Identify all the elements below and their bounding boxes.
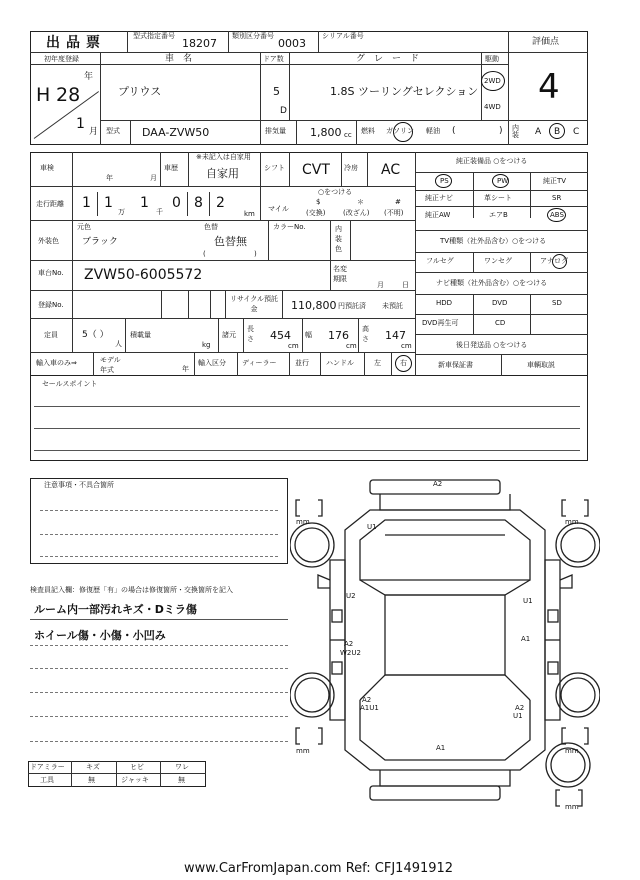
recycle-label: リサイクル預託金 bbox=[229, 295, 279, 313]
width-unit: cm bbox=[346, 342, 357, 350]
footer-watermark: www.CarFromJapan.com Ref: CFJ1491912 bbox=[184, 861, 454, 876]
category-number: 0003 bbox=[278, 37, 306, 50]
drive-2wd-circle bbox=[481, 71, 505, 91]
equip-sr: SR bbox=[552, 194, 562, 202]
navi-sd: SD bbox=[552, 299, 562, 307]
genuine-label: 純正装備品 ○をつける bbox=[456, 157, 528, 165]
import-type-label: 輸入区分 bbox=[198, 359, 226, 367]
drive-label: 駆動 bbox=[485, 55, 499, 63]
height-label: 高さ bbox=[362, 325, 369, 343]
inspector-label: 検査員記入欄：修復歴「有」の場合は修復箇所・交換箇所を記入 bbox=[30, 586, 233, 594]
shift-label: シフト bbox=[264, 164, 285, 172]
door-type: D bbox=[280, 106, 287, 116]
color-paren-close: ) bbox=[254, 250, 257, 258]
damage-mark-left-quarter-2: A1U1 bbox=[360, 704, 379, 712]
orig-color-label: 元色 bbox=[77, 223, 91, 231]
diagram-mm-4: mm bbox=[565, 747, 579, 755]
inspector-note-2: ホイール傷・小傷・小凹み bbox=[34, 629, 166, 642]
import-dealer: ディーラー bbox=[242, 359, 277, 367]
tools-header-crack: ヒビ bbox=[130, 763, 144, 771]
damage-mark-left-front-door: U2 bbox=[346, 592, 356, 600]
category-label: 類別区分番号 bbox=[232, 32, 274, 40]
doors-label: ドア数 bbox=[263, 55, 284, 63]
color-no-label: カラーNo. bbox=[273, 223, 306, 231]
damage-mark-rear-bumper: A1 bbox=[436, 744, 446, 752]
unit-note: ○をつける bbox=[318, 188, 353, 196]
serial-label: シリアル番号 bbox=[322, 32, 364, 40]
navi-cd: CD bbox=[495, 319, 506, 327]
interior-grade-a: A bbox=[535, 127, 542, 137]
tools-header-scratch: キズ bbox=[86, 763, 100, 771]
shift-value: CVT bbox=[302, 162, 330, 178]
name-change-label: 名変期限 bbox=[333, 265, 347, 283]
tools-jack-label: ジャッキ bbox=[121, 776, 149, 784]
mileage-digit-6: 2 bbox=[216, 195, 225, 211]
inspection-label: 車検 bbox=[40, 164, 54, 172]
unit-tamper: (改ざん) bbox=[343, 209, 370, 217]
damage-mark-right-quarter-2: U1 bbox=[513, 712, 523, 720]
damage-mark-left-rear-1: A2 bbox=[344, 640, 354, 648]
color-label: 外装色 bbox=[38, 237, 59, 245]
later-warranty: 新車保証書 bbox=[438, 361, 473, 369]
caution-label: 注意事項・不具合箇所 bbox=[44, 481, 114, 489]
equip-ps: PS bbox=[440, 177, 449, 185]
diagram-mm-3: mm bbox=[296, 747, 310, 755]
displacement-label: 排気量 bbox=[265, 127, 286, 135]
chassis-label: 車台No. bbox=[38, 269, 64, 277]
sales-point-box bbox=[30, 376, 588, 461]
first-reg-label: 初年度登録 bbox=[44, 55, 79, 63]
model-year-unit: 年 bbox=[182, 365, 189, 373]
ac-label: 冷房 bbox=[344, 164, 358, 172]
chassis-number: ZVW50-6005572 bbox=[84, 267, 203, 283]
tv-fullseg: フルセグ bbox=[426, 257, 454, 265]
damage-mark-right-front-door: U1 bbox=[523, 597, 533, 605]
tv-analog-circle bbox=[552, 254, 567, 269]
navi-type-label: ナビ種類（社外品含む）○をつける bbox=[436, 279, 548, 287]
inspection-month: 月 bbox=[150, 174, 157, 182]
car-name: プリウス bbox=[118, 85, 162, 98]
load-unit: kg bbox=[202, 341, 211, 349]
interior-label: 内装 bbox=[512, 124, 519, 139]
import-parallel: 並行 bbox=[295, 359, 309, 367]
navi-dvd-play: DVD再生可 bbox=[422, 319, 459, 327]
tools-header-mirror: ドアミラー bbox=[30, 763, 65, 771]
equip-tv: 純正TV bbox=[543, 177, 567, 185]
model-code-label: 型式指定番号 bbox=[133, 32, 175, 40]
length-value: 454 bbox=[270, 329, 291, 342]
first-reg-year: 28 bbox=[56, 84, 81, 106]
tv-oneseg: ワンセグ bbox=[484, 257, 512, 265]
navi-hdd: HDD bbox=[436, 299, 453, 307]
drive-4wd: 4WD bbox=[484, 103, 501, 111]
history-value: 自家用 bbox=[206, 167, 239, 180]
tools-header-break: ワレ bbox=[175, 763, 189, 771]
mileage-digit-4: 0 bbox=[172, 195, 181, 211]
width-value: 176 bbox=[328, 329, 349, 342]
mileage-label: 走行距離 bbox=[36, 200, 64, 208]
first-reg-era: H bbox=[36, 84, 51, 106]
unit-tamper-symbol: ＊ bbox=[357, 198, 364, 206]
equip-abs: ABS bbox=[550, 211, 564, 219]
interior-grade-b: B bbox=[554, 127, 561, 137]
year-unit: 年 bbox=[84, 72, 94, 82]
recycle-status: 円預託済 bbox=[338, 302, 366, 310]
equip-airbag: エアB bbox=[489, 211, 508, 219]
displacement-unit: cc bbox=[344, 131, 352, 139]
month-unit: 月 bbox=[89, 127, 99, 137]
dims-label: 諸元 bbox=[222, 331, 236, 339]
length-unit: cm bbox=[288, 342, 299, 350]
capacity-value: 5（ ） bbox=[82, 330, 109, 340]
bracket-open: ( bbox=[452, 126, 456, 136]
model-year-label: モデル年式 bbox=[100, 356, 121, 374]
history-note: ※未記入は自家用 bbox=[196, 153, 251, 161]
equip-aw: 純正AW bbox=[425, 211, 451, 219]
interior-color-label: 内装色 bbox=[335, 225, 342, 253]
handle-right: 右 bbox=[400, 359, 407, 367]
damage-mark-front-bumper: A2 bbox=[433, 480, 443, 488]
caution-box bbox=[30, 478, 288, 564]
recycle-none: 未預託 bbox=[382, 302, 403, 310]
capacity-unit: 人 bbox=[115, 340, 122, 348]
car-damage-diagram bbox=[290, 470, 600, 820]
color-code-label: 色替 bbox=[204, 223, 218, 231]
diagram-mm-2: mm bbox=[565, 518, 579, 526]
damage-mark-left-rear-2: W2U2 bbox=[340, 649, 361, 657]
tv-type-label: TV種類（社外品含む）○をつける bbox=[440, 237, 547, 245]
handle-right-circle bbox=[395, 355, 412, 372]
inspector-note-1: ルーム内一部汚れキズ・Dミラ傷 bbox=[34, 603, 197, 616]
color-change: 色替無 bbox=[214, 235, 247, 248]
mileage-digit-5: 8 bbox=[194, 195, 203, 211]
width-label: 幅 bbox=[305, 331, 312, 339]
ac-value: AC bbox=[381, 162, 401, 178]
first-reg-month: 1 bbox=[76, 116, 85, 132]
sheet-title: 出品票 bbox=[46, 35, 106, 51]
equip-navi: 純正ナビ bbox=[425, 194, 453, 202]
fuel-label: 燃料 bbox=[361, 127, 375, 135]
mileage-man-unit: 万 bbox=[118, 208, 125, 216]
length-label: 長さ bbox=[247, 325, 254, 343]
equip-leather: 革シート bbox=[484, 194, 512, 202]
damage-mark-right-rear-door: A1 bbox=[521, 635, 531, 643]
bracket-close: ) bbox=[499, 126, 503, 136]
unit-mile: マイル bbox=[268, 205, 289, 213]
import-label: 輸入車のみ⇒ bbox=[36, 359, 77, 367]
evaluation-score: 4 bbox=[538, 67, 560, 107]
handle-left: 左 bbox=[374, 359, 381, 367]
capacity-label: 定員 bbox=[44, 331, 58, 339]
unit-unknown: (不明) bbox=[384, 209, 404, 217]
mileage-km-unit: km bbox=[244, 210, 255, 218]
handle-label: ハンドル bbox=[326, 359, 354, 367]
orig-color: ブラック bbox=[82, 237, 118, 247]
tools-tool-value: 無 bbox=[88, 776, 95, 784]
type-label: 型式 bbox=[106, 127, 120, 135]
unit-unknown-symbol: # bbox=[395, 198, 401, 206]
sales-point-label: セールスポイント bbox=[42, 380, 98, 388]
color-paren-open: ( bbox=[203, 250, 206, 258]
name-change-month: 月 bbox=[377, 281, 384, 289]
equip-abs-circle bbox=[547, 208, 566, 222]
name-change-day: 日 bbox=[402, 281, 409, 289]
grade-label: グ レ ー ド bbox=[356, 54, 420, 64]
mileage-digit-1: 1 bbox=[82, 195, 91, 211]
height-value: 147 bbox=[385, 329, 406, 342]
diagram-mm-1: mm bbox=[296, 518, 310, 526]
history-label: 車歴 bbox=[164, 164, 178, 172]
door-count: 5 bbox=[273, 85, 280, 98]
recycle-amount: 110,800 bbox=[291, 299, 337, 312]
displacement: 1,800 bbox=[310, 126, 342, 139]
tools-jack-value: 無 bbox=[178, 776, 185, 784]
later-label: 後日発送品 ○をつける bbox=[456, 341, 528, 349]
damage-mark-right-quarter-1: A2 bbox=[515, 704, 525, 712]
model-code: 18207 bbox=[182, 37, 217, 50]
unit-exchange: (交換) bbox=[306, 209, 326, 217]
later-manual: 車輌取説 bbox=[527, 361, 555, 369]
equip-pw-circle bbox=[492, 174, 509, 188]
diagram-mm-5: mm bbox=[565, 803, 579, 811]
load-label: 積載量 bbox=[130, 331, 151, 339]
height-unit: cm bbox=[401, 342, 412, 350]
mileage-sen-unit: 千 bbox=[156, 208, 163, 216]
vehicle-type: DAA-ZVW50 bbox=[142, 126, 210, 139]
navi-dvd: DVD bbox=[492, 299, 508, 307]
equip-ps-circle bbox=[435, 174, 452, 188]
interior-grade-c: C bbox=[573, 127, 580, 137]
damage-mark-front-left: U1 bbox=[367, 523, 377, 531]
drive-2wd: 2WD bbox=[484, 77, 501, 85]
interior-grade-b-circle bbox=[549, 123, 565, 139]
tv-analog: アナログ bbox=[540, 257, 568, 265]
equip-pw: PW bbox=[497, 177, 509, 185]
car-name-label: 車 名 bbox=[165, 54, 193, 64]
tools-tool-label: 工具 bbox=[40, 776, 54, 784]
unit-exchange-symbol: $ bbox=[316, 198, 321, 206]
mileage-digit-2: 1 bbox=[104, 195, 113, 211]
fuel-circle bbox=[393, 122, 413, 142]
light-oil-label: 軽油 bbox=[426, 127, 440, 135]
mileage-digit-3: 1 bbox=[140, 195, 149, 211]
inspection-year: 年 bbox=[106, 174, 113, 182]
fuel-gasoline: ガソリン bbox=[386, 127, 414, 135]
grade: 1.8S ツーリングセレクション bbox=[330, 85, 479, 98]
reg-label: 登録No. bbox=[38, 301, 64, 309]
damage-mark-left-quarter-1: A2 bbox=[362, 696, 372, 704]
score-label: 評価点 bbox=[532, 37, 560, 47]
